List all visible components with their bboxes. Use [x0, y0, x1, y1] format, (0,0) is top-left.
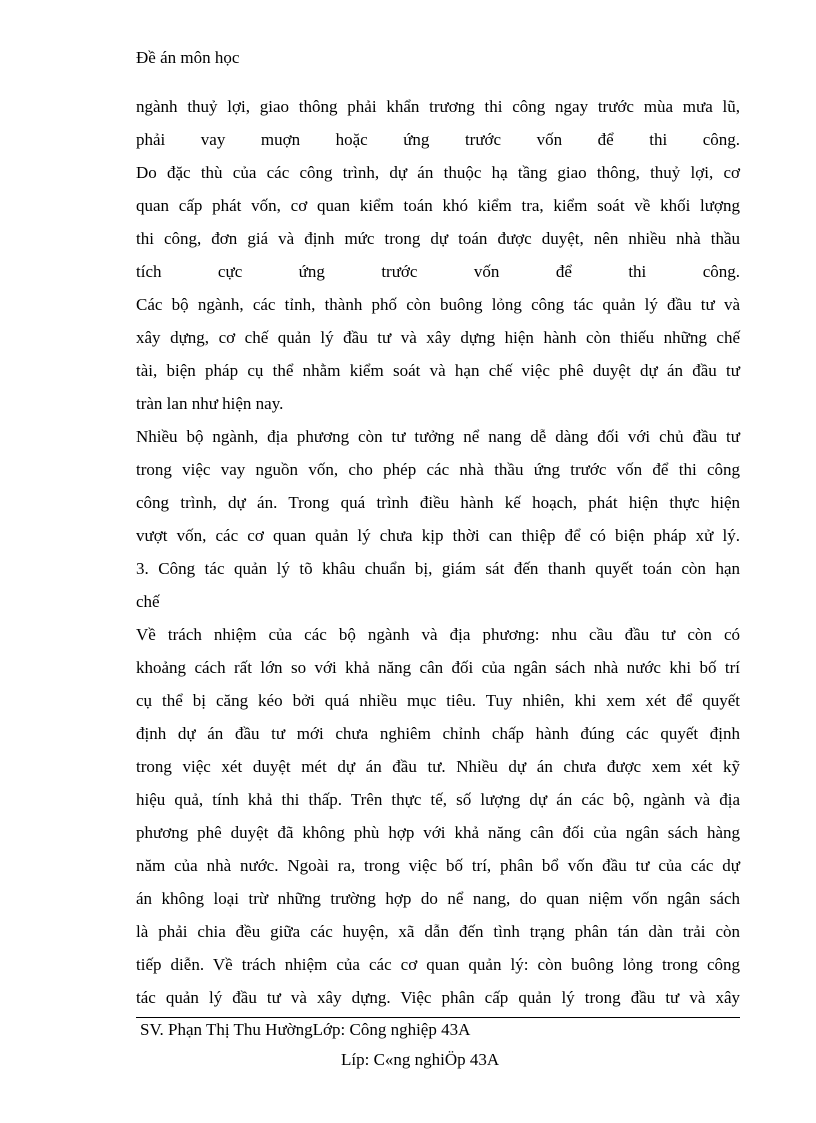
paragraph-line: ngành thuỷ lợi, giao thông phải khẩn trương thi công ngay trước mùa mưa lũ, — [136, 97, 740, 116]
footer-author-line: SV. Phạn Thị Thu HườngLớp: Công nghiệp 43A — [140, 1020, 471, 1039]
paragraph-line: hiệu quả, tính khả thi thấp. Trên thực tế, số lượng dự án các bộ, ngành và địa — [136, 790, 740, 809]
footer-divider — [136, 1017, 740, 1018]
paragraph-line: Các bộ ngành, các tỉnh, thành phố còn buông lỏng công tác quản lý đầu tư và — [136, 295, 740, 314]
paragraph-line: trong việc vay nguồn vốn, cho phép các nhà thầu ứng trước vốn để thi công — [136, 460, 740, 479]
paragraph-line: vượt vốn, các cơ quan quản lý chưa kịp thời can thiệp để có biện pháp xử lý. — [136, 526, 740, 545]
paragraph-line: trong việc xét duyệt mét dự án đầu tư. Nhiều dự án chưa được xem xét kỹ — [136, 757, 740, 776]
paragraph-line: tiếp diễn. Về trách nhiệm của các cơ quan quản lý: còn buông lỏng trong công — [136, 955, 740, 974]
footer-class-line: Líp: C«ng nghiÖp 43A — [341, 1050, 500, 1069]
paragraph-line: Nhiều bộ ngành, địa phương còn tư tưởng nể nang dễ dàng đối với chủ đầu tư — [136, 427, 740, 446]
paragraph-line: Về trách nhiệm của các bộ ngành và địa phương: nhu cầu đầu tư còn có — [136, 625, 740, 644]
page-header: Đề án môn học — [136, 48, 240, 67]
paragraph-line: phải vay muợn hoặc ứng trước vốn để thi công. — [136, 130, 740, 149]
paragraph-line: là phải chia đều giữa các huyện, xã dẫn đến tình trạng phân tán dàn trải còn — [136, 922, 740, 941]
paragraph-line: tài, biện pháp cụ thể nhằm kiểm soát và hạn chế việc phê duyệt dự án đầu tư — [136, 361, 740, 380]
paragraph-line: khoảng cách rất lớn so với khả năng cân đối của ngân sách nhà nước khi bố trí — [136, 658, 740, 677]
paragraph-line: tích cực ứng trước vốn để thi công. — [136, 262, 740, 281]
section-heading-line: 3. Công tác quản lý tõ khâu chuẩn bị, giám sát đến thanh quyết toán còn hạn — [136, 559, 740, 578]
paragraph-line: xây dựng, cơ chế quản lý đầu tư và xây dựng hiện hành còn thiếu những chế — [136, 328, 740, 347]
paragraph-line: tác quản lý đầu tư và xây dựng. Việc phân cấp quản lý trong đầu tư và xây — [136, 988, 740, 1007]
paragraph-line: tràn lan như hiện nay. — [136, 394, 284, 413]
paragraph-line: phương phê duyệt đã không phù hợp với khả năng cân đối của ngân sách hàng — [136, 823, 740, 842]
paragraph-line: công trình, dự án. Trong quá trình điều hành kế hoạch, phát hiện thực hiện — [136, 493, 740, 512]
paragraph-line: án không loại trừ những trường hợp do nể nang, do quan niệm vốn ngân sách — [136, 889, 740, 908]
paragraph-line: quan cấp phát vốn, cơ quan kiểm toán khó kiểm tra, kiểm soát về khối lượng — [136, 196, 740, 215]
paragraph-line: cụ thể bị căng kéo bởi quá nhiều mục tiêu. Tuy nhiên, khi xem xét để quyết — [136, 691, 740, 710]
paragraph-line: năm của nhà nước. Ngoài ra, trong việc bố trí, phân bổ vốn đầu tư của các dự — [136, 856, 740, 875]
document-body — [136, 90, 740, 1014]
section-heading-line: chế — [136, 592, 160, 611]
paragraph-line: Do đặc thù của các công trình, dự án thuộc hạ tầng giao thông, thuỷ lợi, cơ — [136, 163, 740, 182]
paragraph-line: thi công, đơn giá và định mức trong dự toán được duyệt, nên nhiều nhà thầu — [136, 229, 740, 248]
paragraph-line: định dự án đầu tư mới chưa nghiêm chỉnh chấp hành đúng các quyết định — [136, 724, 740, 743]
